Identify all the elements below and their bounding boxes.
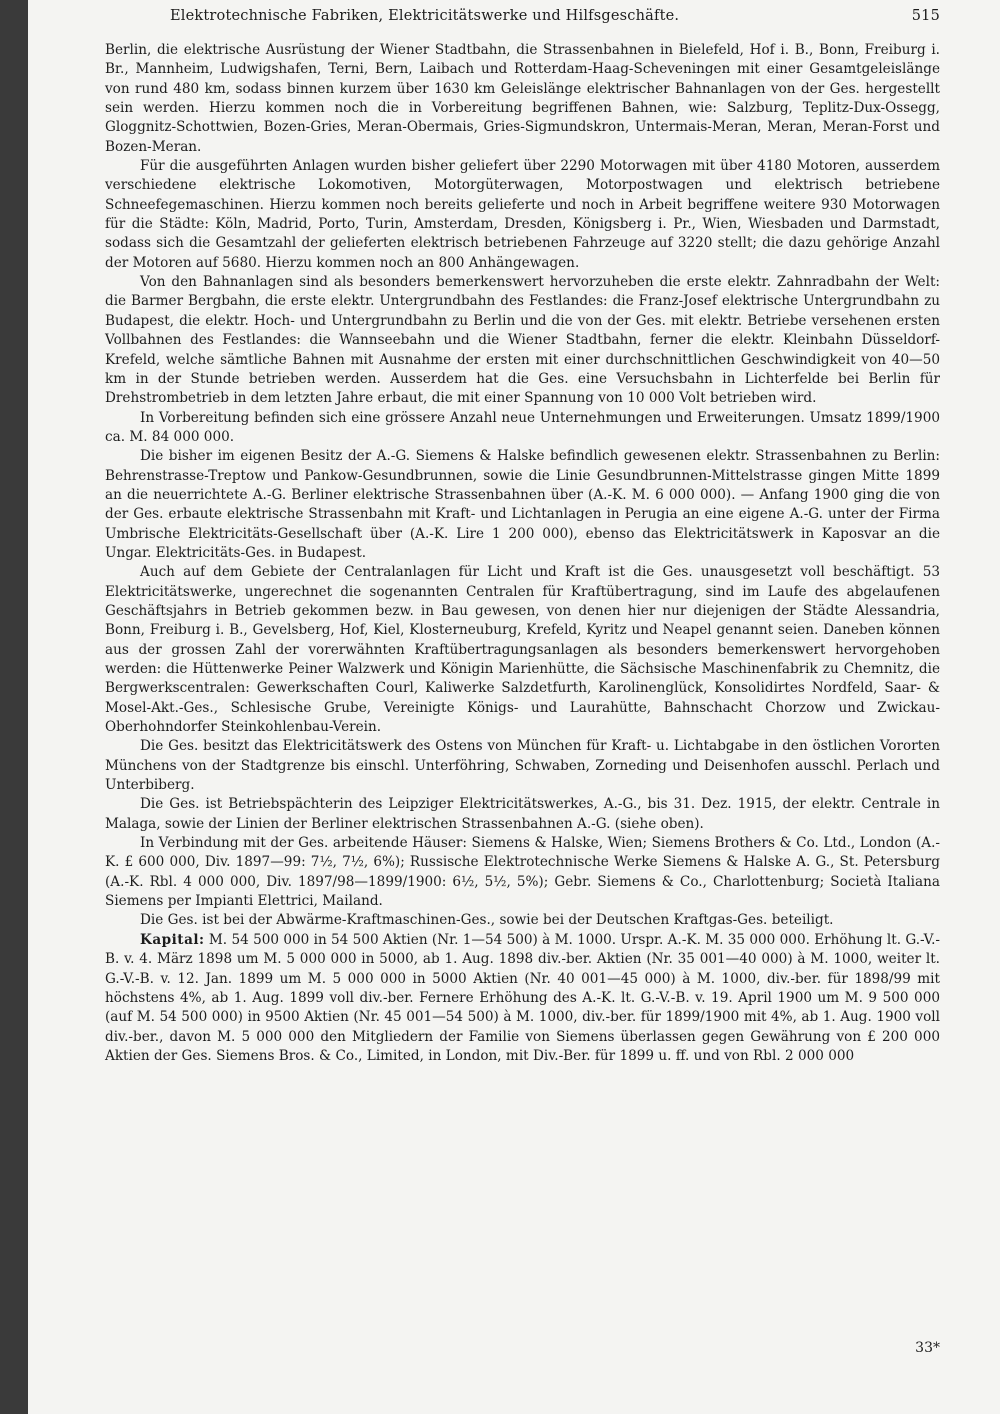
kapital-section bbox=[105, 931, 940, 1066]
book-spine-shadow bbox=[0, 0, 28, 1414]
document-page bbox=[60, 0, 940, 1414]
paragraph: Auch auf dem Gebiete der Centralanlagen für Licht und Kraft ist die Ges. unausgesetzt voll beschäftigt. 53 Elektricitätswerke, ungerechnet die sogenannten Centralen für Kraftübertragung, sind im Laufe des abgelaufenen Geschäftsjahrs in Betrieb gekommen bezw. in Bau gewesen, von denen hier nur diejenigen der Städte Alessandria, Bonn, Freiburg i. B., Gevelsberg, Hof, Kiel, Klosterneuburg, Krefeld, Kyritz und Neapel genannt seien. Daneben können aus der grossen Zahl der vorerwähnten Kraftübertragungsanlagen als besonders bemerkenswert hervorgehoben werden: die Hüttenwerke Peiner Walzwerk und Königin Marienhütte, die Sächsische Maschinenfabrik zu Chemnitz, die Bergwerkscentralen: Gewerkschaften Courl, Kaliwerke Salzdetfurth, Karolinenglück, Konsolidirtes Nordfeld, Saar- & Mosel-Akt.-Ges., Schlesische Grube, Vereinigte Königs- und Laurahütte, Bahnschacht Chorzow und Zwickau-Oberhohndorfer Steinkohlenbau-Verein. bbox=[105, 564, 940, 736]
body-text bbox=[105, 41, 940, 1066]
kapital-text: M. 54 500 000 in 54 500 Aktien (Nr. 1—54 500) à M. 1000. Urspr. A.-K. M. 35 000 000. Erhöhung lt. G.-V.-B. v. 4. März 1898 um M. 5 000 000 in 5000, ab 1. Aug. 1898 div.-ber. Aktien (Nr. 35 001—40 000) à M. 1000, weiter lt. G.-V.-B. v. 12. Jan. 1899 um M. 5 000 000 in 5000 Aktien (Nr. 40 001—45 000) à M. 1000, div.-ber. für 1898/99 mit höchstens 4%, ab 1. Aug. 1899 voll div.-ber. Fernere Erhöhung des A.-K. lt. G.-V.-B. v. 19. April 1900 um M. 9 500 000 (auf M. 54 500 000) in 9500 Aktien (Nr. 45 001—54 500) à M. 1000, div.-ber. für 1899/1900 mit 4%, ab 1. Aug. 1900 voll div.-ber., davon M. 5 000 000 den Mitgliedern der Familie von Siemens überlassen gegen Gewährung von £ 200 000 Aktien der Ges. Siemens Bros. & Co., Limited, in London, mit Div.-Ber. für 1899 u. ff. und von Rbl. 2 000 000 bbox=[105, 931, 940, 1064]
paragraph: Die bisher im eigenen Besitz der A.-G. Siemens & Halske befindlich gewesenen elektr. Strassenbahnen zu Berlin: Behrenstrasse-Treptow und Pankow-Gesundbrunnen, sowie die Linie Gesundbrunnen-Mittelstrasse gingen Mitte 1899 an die neuerrichtete A.-G. Berliner elektrische Strassenbahnen über (A.-K. M. 6 000 000). — Anfang 1900 ging die von der Ges. erbaute elektrische Strassenbahn mit Kraft- und Lichtanlagen in Perugia an eine eigene A.-G. unter der Firma Umbrische Elektricitäts-Gesellschaft über (A.-K. Lire 1 200 000), ebenso das Elektricitätswerk in Kaposvar an die Ungar. Elektricitäts-Ges. in Budapest. bbox=[105, 448, 940, 561]
paragraph: Für die ausgeführten Anlagen wurden bisher geliefert über 2290 Motorwagen mit über 4180 Motoren, ausserdem verschiedene elektrische Lokomotiven, Motorgüterwagen, Motorpostwagen und elektrisch betriebene Schneefegemaschinen. Hierzu kommen noch bereits gelieferte und noch in Arbeit begriffene weitere 930 Motorwagen für die Städte: Köln, Madrid, Porto, Turin, Amsterdam, Dresden, Königsberg i. Pr., Wien, Wiesbaden und Darmstadt, sodass sich die Gesamtzahl der gelieferten elektrisch betriebenen Fahrzeuge auf 3220 stellt; die dazu gehörige Anzahl der Motoren auf 5680. Hierzu kommen noch an 800 Anhängewagen. bbox=[105, 158, 940, 271]
running-header bbox=[170, 8, 940, 28]
paragraph: In Verbindung mit der Ges. arbeitende Häuser: Siemens & Halske, Wien; Siemens Brothers & Co. Ltd., London (A.-K. £ 600 000, Div. 1897—99: 7½, 7½, 6%); Russische Elektrotechnische Werke Siemens & Halske A. G., St. Petersburg (A.-K. Rbl. 4 000 000, Div. 1897/98—1899/1900: 6½, 5½, 5%); Gebr. Siemens & Co., Charlottenburg; Società Italiana Siemens per Impianti Elettrici, Mailand. bbox=[105, 835, 940, 910]
paragraph: In Vorbereitung befinden sich eine grössere Anzahl neue Unternehmungen und Erweiterungen. Umsatz 1899/1900 ca. M. 84 000 000. bbox=[105, 409, 940, 445]
paragraph: Die Ges. ist bei der Abwärme-Kraftmaschinen-Ges., sowie bei der Deutschen Kraftgas-Ges. beteiligt. bbox=[140, 912, 834, 929]
paragraph: Die Ges. ist Betriebspächterin des Leipziger Elektricitätswerkes, A.-G., bis 31. Dez. 1915, der elektr. Centrale in Malaga, sowie der Linien der Berliner elektrischen Strassenbahnen A.-G. (siehe oben). bbox=[105, 796, 940, 832]
page-number: 515 bbox=[911, 8, 940, 24]
paragraph: Von den Bahnanlagen sind als besonders bemerkenswert hervorzuheben die erste elektr. Zahnradbahn der Welt: die Barmer Bergbahn, die erste elektr. Untergrundbahn des Festlandes: die Franz-Josef elektrische Untergrundbahn zu Budapest, die elektr. Hoch- und Untergrundbahn zu Berlin und die von der Ges. mit elektr. Betriebe versehenen ersten Vollbahnen des Festlandes: die Wannseebahn und die Wiener Stadtbahn, ferner die elektr. Kleinbahn Düsseldorf-Krefeld, welche sämtliche Bahnen mit Ausnahme der ersten mit einer durchschnittlichen Geschwindigkeit von 40—50 km in der Stunde betrieben werden. Ausserdem hat die Ges. eine Versuchsbahn in Lichterfelde bei Berlin für Drehstrombetrieb in dem letzten Jahre erbaut, die mit einer Spannung von 10 000 Volt betrieben wird. bbox=[105, 274, 940, 407]
paragraph: Berlin, die elektrische Ausrüstung der Wiener Stadtbahn, die Strassenbahnen in Bielefeld, Hof i. B., Bonn, Freiburg i. Br., Mannheim, Ludwigshafen, Terni, Bern, Laibach und Rotterdam-Haag-Scheveningen mit einer Gesamtgeleislänge von rund 480 km, sodass binnen kurzem über 1630 km Geleislänge elektrischer Bahnanlagen von der Ges. hergestellt sein werden. Hierzu kommen noch die in Vorbereitung begriffenen Bahnen, wie: Salzburg, Teplitz-Dux-Ossegg, Gloggnitz-Schottwien, Bozen-Gries, Meran-Obermais, Gries-Sigmundskron, Untermais-Meran, Meran, Meran-Forst und Bozen-Meran. bbox=[105, 42, 940, 155]
header-title: Elektrotechnische Fabriken, Elektricitätswerke und Hilfsgeschäfte. bbox=[170, 8, 680, 24]
signature-mark: 33* bbox=[915, 1340, 940, 1356]
kapital-label: Kapital: bbox=[140, 931, 205, 948]
paragraph: Die Ges. besitzt das Elektricitätswerk des Ostens von München für Kraft- u. Lichtabgabe in den östlichen Vororten Münchens von der Stadtgrenze bis einschl. Unterföhring, Schwaben, Zorneding und Deisenhofen ausschl. Perlach und Unterbiberg. bbox=[105, 738, 940, 794]
